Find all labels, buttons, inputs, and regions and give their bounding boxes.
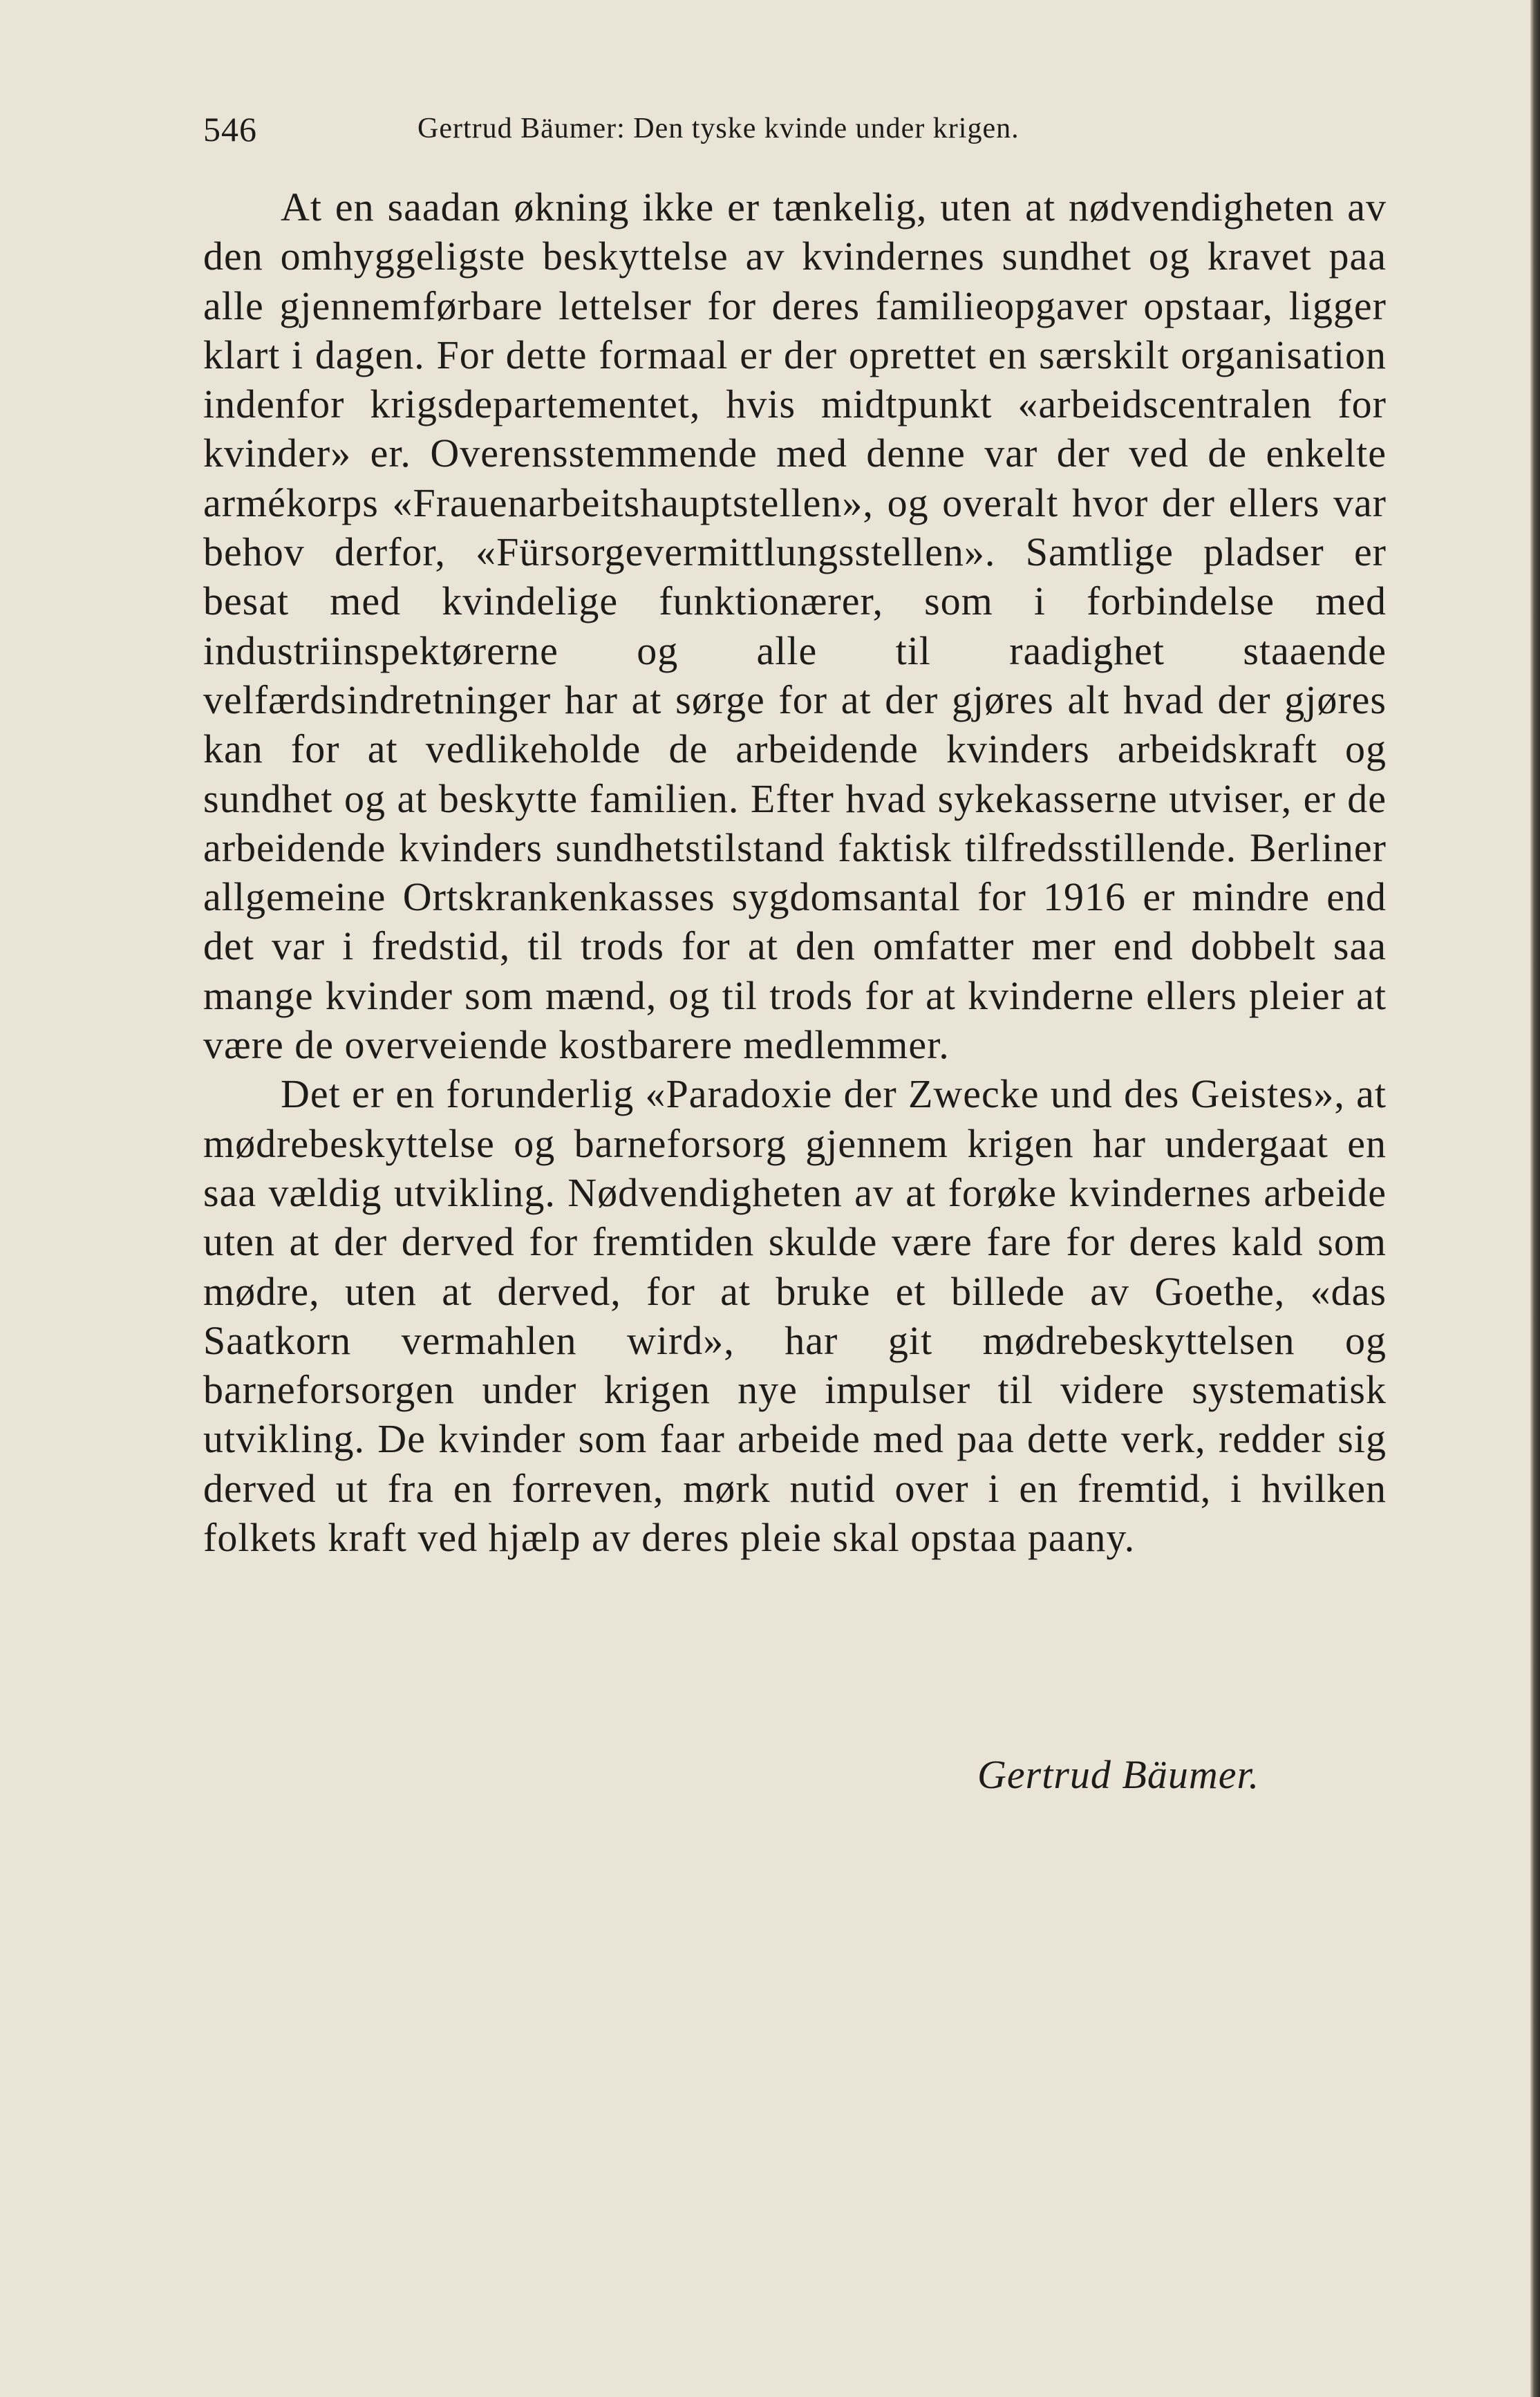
article-body xyxy=(203,182,1387,1562)
paragraph-2: Det er en forunderlig «Paradoxie der Zwecke und des Geistes», at mødrebeskyttelse og barneforsorg gjennem krigen har undergaat en saa vældig utvikling. Nødvendigheten av at forøke kvindernes arbeide uten at der derved for fremtiden skulde være fare for deres kald som mødre, uten at derved, for at bruke et billede av Goethe, «das Saatkorn vermahlen wird», har git mødrebeskyttelsen og barneforsorgen under krigen nye impulser til videre systematisk utvikling. De kvinder som faar arbeide med paa dette verk, redder sig derved ut fra en forreven, mørk nutid over i en fremtid, i hvilken folkets kraft ved hjælp av deres pleie skal opstaa paany. xyxy=(203,1071,1387,1561)
page-edge-shadow xyxy=(1530,0,1540,2397)
author-signature: Gertrud Bäumer. xyxy=(977,1752,1260,1797)
running-title: Gertrud Bäumer: Den tyske kvinde under krigen. xyxy=(417,113,1020,144)
paragraph-1: At en saadan økning ikke er tænkelig, uten at nødvendigheten av den omhyggeligste beskyttelse av kvindernes sundhet og kravet paa alle gjennemførbare lettelser for deres familieopgaver opstaar, ligger klart i dagen. For dette formaal er der oprettet en særskilt organisation indenfor krigsdepartementet, hvis midtpunkt «arbeidscentralen for kvinder» er. Overensstemmende med denne var der ved de enkelte armékorps «Frauenarbeitshauptstellen», og overalt hvor der ellers var behov derfor, «Fürsorgevermittlungsstellen». Samtlige pladser er besat med kvindelige funktionærer, som i forbindelse med industriinspektørerne og alle til raadighet staaende velfærdsindretninger har at sørge for at der gjøres alt hvad der gjøres kan for at vedlikeholde de arbeidende kvinders arbeidskraft og sundhet og at beskytte familien. Efter hvad sykekasserne utviser, er de arbeidende kvinders sundhetstilstand faktisk tilfredsstillende. Berliner allgemeine Ortskrankenkasses sygdomsantal for 1916 er mindre end det var i fredstid, til trods for at den omfatter mer end dobbelt saa mange kvinder som mænd, og til trods for at kvinderne ellers pleier at være de overveiende kostbarere medlemmer. xyxy=(203,185,1387,1068)
page-header xyxy=(203,109,1406,158)
page-number: 546 xyxy=(203,110,257,149)
